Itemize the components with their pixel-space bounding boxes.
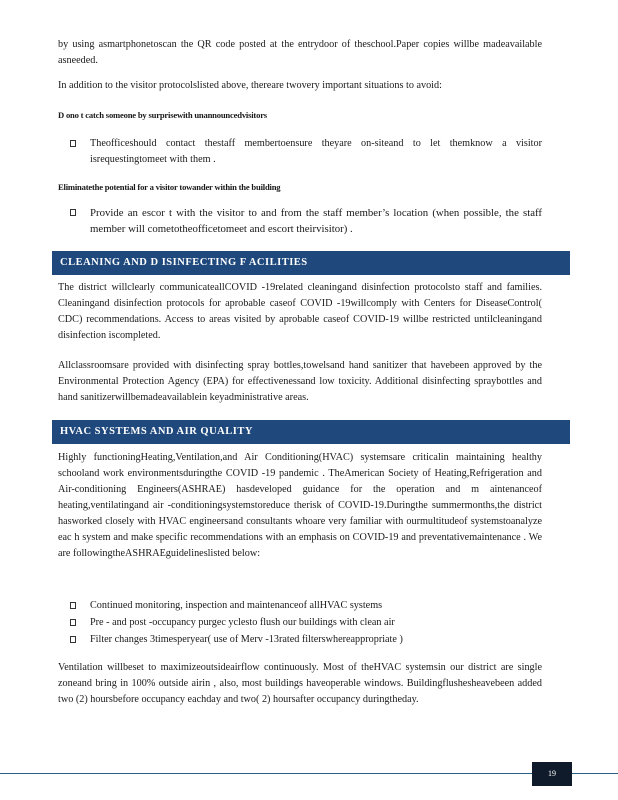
paragraph-ventilation: Ventilation willbeset to maximizeoutsideairflow continuously. Most of theHVAC systemsin our district are single zoneand bring in 100% outside airin , also, most buildings haveoperable windows. Buildingflushesheavebeen added two (2) hoursbefore occupancy eachday and two( 2) hoursafter occupancy duringtheday. [58,662,542,705]
footer-rule-right [572,773,618,774]
bullet-purge-cycles: Pre - and post -occupancy purgec yclesto flush our buildings with clean air [70,615,542,631]
paragraph-cleaning-protocols: The district willclearly communicateallCOVID -19related cleaningand disinfection protocolsto staff and families. Cleaningand disinfection protocols for aprobable caseof COVID -19willcomply with Centers for DiseaseControl( CDC) recommendations. Access to areas visited by aprobable caseof COVID-19 willbe restricted untilcleaningand disinfection iscompleted. [58,282,542,341]
bullet-office-contact: Theofficeshould contact thestaff membertoensure theyare on-siteand to let themknow a visitor isrequestingtomeet with them . [70,136,542,168]
bullet-square-icon [70,619,76,626]
footer-rule [0,773,532,774]
subheading-surprise-visits: D ono t catch someone by surprisewith unannouncedvisitors [58,110,267,120]
subheading-wandering: Eliminatethe potential for a visitor towander within the building [58,182,281,192]
paragraph-visitor-log: by using asmartphonetoscan the QR code posted at the entrydoor of theschool.Paper copies willbe madeavailable asneeded. [58,39,542,66]
bullet-square-icon [70,602,76,609]
paragraph-classroom-supplies: Allclassroomsare provided with disinfecting spray bottles,towelsand hand sanitizer that havebeen approved by the Environmental Protection Agency (EPA) for effectivenessand low toxicity. Additional disinfecting spraybottles and hand sanitizerwillbemadeavailablein keyadministrative areas. [58,360,542,403]
bullet-filter-changes: Filter changes 3timesperyear( use of Merv -13rated filterswhereappropriate ) [70,632,542,648]
page-number: 19 [532,762,572,786]
section-heading-hvac: HVAC SYSTEMS AND AIR QUALITY [52,420,570,444]
bullet-square-icon [70,140,76,147]
paragraph-hvac-overview: Highly functioningHeating,Ventilation,and Air Conditioning(HVAC) systemsare criticalin maintaining healthy schooland work environmentsduringthe COVID -19 pandemic . TheAmerican Society of Heating,Refrigeration and Air-conditioning Engineers(ASHRAE) hasdeveloped guidance for the operation and m aintenanceof heating,ventilatingand air -conditioningsystemstoreduce therisk of COVID-19.Duringthe summermonths,the district hasworked closely with HVAC engineersand consultants whoare very familiar with ourmultitudeof systemstoanalyze eac h system and make specific recommendations with an emphasis on COVID-19 and preventativemaintenance . We are followingtheASHRAEguidelineslisted below: [58,452,542,559]
bullet-square-icon [70,636,76,643]
bullet-hvac-monitoring: Continued monitoring, inspection and maintenanceof allHVAC systems [70,598,542,614]
bullet-square-icon [70,209,76,216]
section-heading-cleaning: CLEANING AND D ISINFECTING F ACILITIES [52,251,570,275]
bullet-escort: Provide an escor t with the visitor to and from the staff member’s location (when possible, the staff member will cometotheofficetomeet and escort theirvisitor) . [70,205,542,237]
paragraph-two-situations: In addition to the visitor protocolslisted above, thereare twovery important situations to avoid: [58,80,442,91]
